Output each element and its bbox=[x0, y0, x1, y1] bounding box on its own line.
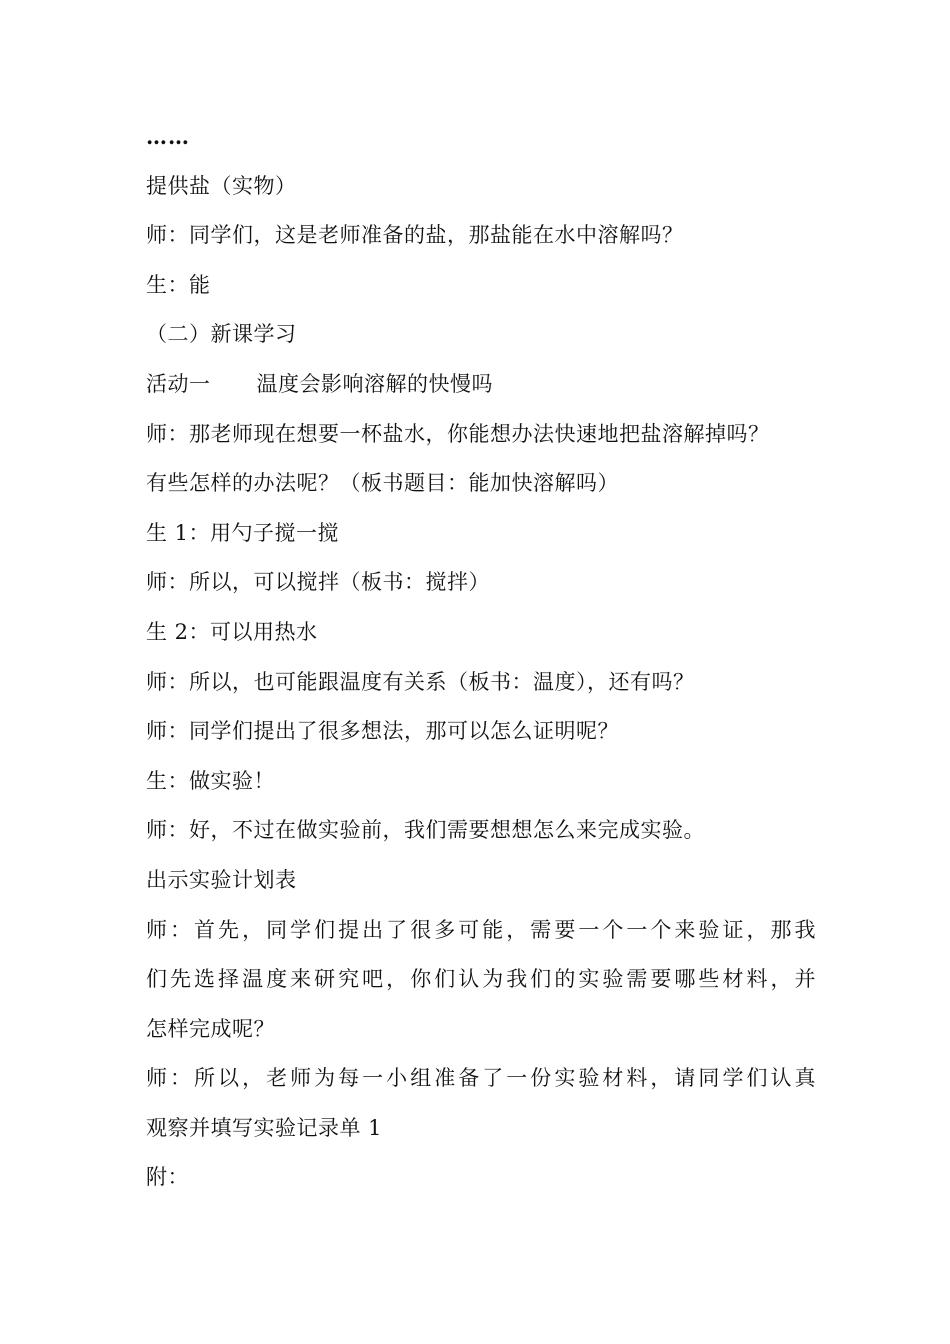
text-line: 师：所以，老师为每一小组准备了一份实验材料，请同学们认真 bbox=[146, 1066, 816, 1091]
text-line: 师：所以，也可能跟温度有关系（板书：温度），还有吗？ bbox=[146, 669, 695, 694]
text-line: 出示实验计划表 bbox=[146, 867, 297, 892]
text-line: 提供盐（实物） bbox=[146, 173, 297, 198]
activity-title: 温度会影响溶解的快慢吗 bbox=[256, 371, 493, 396]
document-body bbox=[146, 112, 816, 1203]
ellipsis-line: …… bbox=[146, 124, 190, 149]
text-line: 们先选择温度来研究吧，你们认为我们的实验需要哪些材料，并 bbox=[146, 967, 816, 992]
text-line: 怎样完成呢？ bbox=[146, 1016, 275, 1041]
text-line: 生 2：可以用热水 bbox=[146, 619, 318, 644]
text-line: 生：做实验！ bbox=[146, 768, 275, 793]
text-line: 师：好，不过在做实验前，我们需要想想怎么来完成实验。 bbox=[146, 818, 705, 843]
text-line: 附： bbox=[146, 1165, 189, 1190]
text-line: 师：那老师现在想要一杯盐水，你能想办法快速地把盐溶解掉吗？ bbox=[146, 421, 770, 446]
text-line: 师：同学们，这是老师准备的盐，那盐能在水中溶解吗？ bbox=[146, 223, 684, 248]
text-line: 有些怎样的办法呢？（板书题目：能加快溶解吗） bbox=[146, 471, 619, 496]
section-heading: （二）新课学习 bbox=[146, 322, 297, 347]
text-line: 师：所以，可以搅拌（板书：搅拌） bbox=[146, 570, 490, 595]
text-line: 生：能 bbox=[146, 272, 211, 297]
text-line: 观察并填写实验记录单 1 bbox=[146, 1115, 383, 1140]
text-line: 师：同学们提出了很多想法，那可以怎么证明呢？ bbox=[146, 719, 619, 744]
activity-label: 活动一 bbox=[146, 371, 211, 396]
text-line: 生 1：用勺子搅一搅 bbox=[146, 520, 340, 545]
text-line: 师：首先，同学们提出了很多可能，需要一个一个来验证，那我 bbox=[146, 917, 816, 942]
activity-heading bbox=[146, 360, 816, 410]
